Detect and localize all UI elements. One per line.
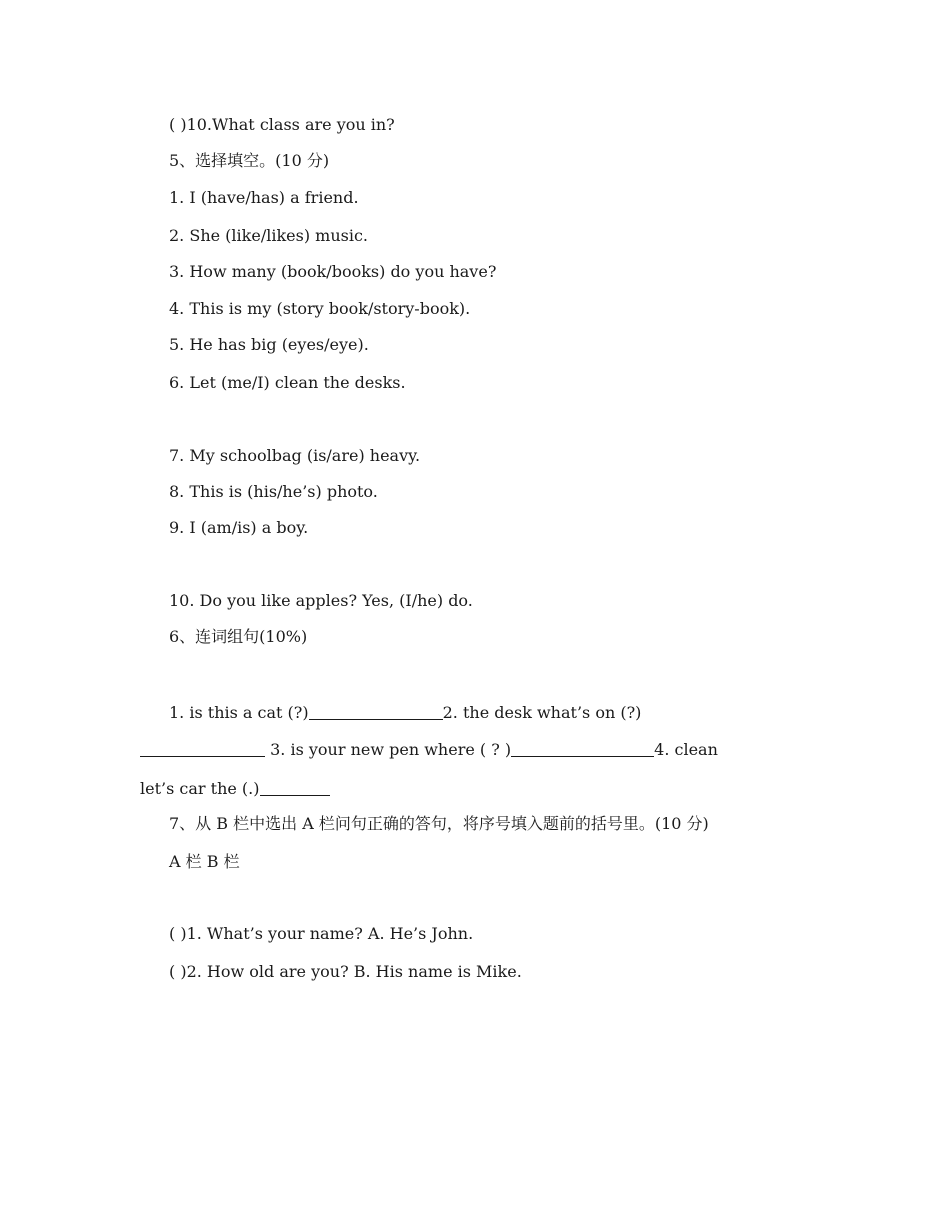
fill-item-7: 7. My schoolbag (is/are) heavy. xyxy=(169,446,421,465)
section-6-heading: 6、连词组句(10%) xyxy=(169,627,308,646)
fill-item-8: 8. This is (his/he’s) photo. xyxy=(169,482,378,501)
answer-blank-4[interactable] xyxy=(260,779,330,796)
fill-item-3: 3. How many (book/books) do you have? xyxy=(169,262,497,281)
answer-blank-3[interactable] xyxy=(511,740,654,757)
word-order-line-2 xyxy=(140,738,718,760)
word-order-item-1: 1. is this a cat (?) xyxy=(169,703,309,722)
fill-item-6: 6. Let (me/I) clean the desks. xyxy=(169,373,406,392)
word-order-item-2: 2. the desk what’s on (?) xyxy=(442,703,642,722)
column-headers: A 栏 B 栏 xyxy=(169,852,240,871)
fill-item-2: 2. She (like/likes) music. xyxy=(169,226,368,245)
answer-blank-1[interactable] xyxy=(309,703,443,720)
word-order-line-3 xyxy=(140,777,330,799)
question-10-text: ( )10.What class are you in? xyxy=(169,115,395,134)
word-order-item-3: 3. is your new pen where ( ? ) xyxy=(270,740,512,759)
fill-item-1: 1. I (have/has) a friend. xyxy=(169,188,359,207)
match-item-1: ( )1. What’s your name? A. He’s John. xyxy=(169,924,474,943)
fill-item-10: 10. Do you like apples? Yes, (I/he) do. xyxy=(169,591,473,610)
section-5-heading: 5、选择填空。(10 分) xyxy=(169,151,330,170)
fill-item-5: 5. He has big (eyes/eye). xyxy=(169,335,369,354)
match-item-2: ( )2. How old are you? B. His name is Mike. xyxy=(169,962,522,981)
section-7-heading: 7、从 B 栏中选出 A 栏问句正确的答句，将序号填入题前的括号里。(10 分) xyxy=(169,814,709,833)
fill-item-9: 9. I (am/is) a boy. xyxy=(169,518,309,537)
word-order-line-1 xyxy=(169,701,641,723)
word-order-item-4-cont: let’s car the (.) xyxy=(140,779,260,798)
fill-item-4: 4. This is my (story book/story-book). xyxy=(169,299,471,318)
word-order-item-4: 4. clean xyxy=(654,740,718,759)
answer-blank-2[interactable] xyxy=(140,740,265,757)
